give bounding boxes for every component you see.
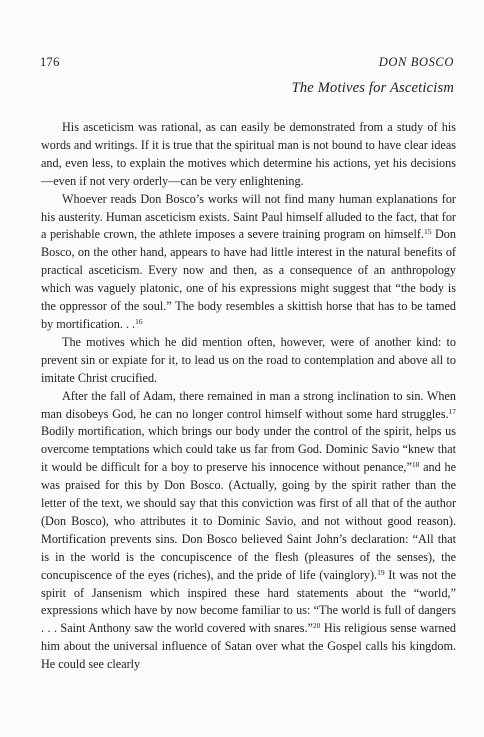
section-title: The Motives for Asceticism [291,80,454,96]
body-paragraph [41,119,456,191]
footnote-marker: 20 [312,621,321,631]
page-number: 176 [40,55,60,69]
paragraph-text: Don Bosco, on the other hand, appears to have had little interest in the natural benefits of practical asceticism. Every now and then, as a consequence of an anthropology which was vaguely platonic, one of his expressions might suggest that “the body is the oppressor of the soul.” The body resembles a skittish horse that has to be tamed by mortification. . . [41,227,456,331]
footnote-marker: 18 [411,460,420,470]
footnote-marker: 16 [135,316,143,326]
paragraph-text: After the fall of Adam, there remained in man a strong inclination to sin. When man disobeys God, he can no longer control himself without some hard struggles. [41,388,456,421]
running-head: DON BOSCO [378,55,454,69]
footnote-marker: 17 [448,406,456,416]
body-paragraph [41,388,456,675]
paragraph-text: His asceticism was rational, as can easily be demonstrated from a study of his words and writings. If it is true that the spiritual man is not bound to have clear ideas and, even less, to explain the motives which determine his actions, yet his decisions—even if not very orderly—can be very enlightening. [41,120,456,188]
paragraph-text: Whoever reads Don Bosco’s works will not find many human explanations for his austerity. Human asceticism exists. Saint Paul himself alluded to the fact, that for a perishable crown, the athlete imposes a severe training program on himself. [41,191,456,242]
paragraph-text: and he was praised for this by Don Bosco. (Actually, going by the spirit rather than the letter of the text, we should say that this conviction was first of all that of the author (Don Bosco), who attributes it to Dominic Savio, and not without good reason). Mortification prevents sins. Don Bosco believed Saint John’s declaration: “All that is in the world is the concupiscence of the flesh (pleasures of the senses), the concupiscence of the eyes (riches), and the pride of life (vainglory). [41,460,456,582]
paragraph-text: The motives which he did mention often, however, were of another kind: to prevent sin or expiate for it, to lead us on the road to contemplation and above all to imitate Christ crucified. [41,334,456,385]
body-paragraph [41,334,456,388]
paragraph-text: His religious sense warned him about the universal influence of Satan over what the Gospel calls his kingdom. He could see clearly [41,621,456,672]
footnote-marker: 15 [423,227,432,237]
body-text [41,119,456,674]
footnote-marker: 19 [377,567,385,577]
paragraph-text: It was not the spirit of Jansenism which inspired these hard statements about the “world,” expressions which have by now become familiar to us: “The world is full of dangers . . . Saint Anthony saw the world covered with snares.” [41,567,456,636]
body-paragraph [41,191,456,334]
paragraph-text: Bodily mortification, which brings our body under the control of the spirit, helps us overcome temptations which could take us far from God. Dominic Savio “knew that it would be difficult for a boy to preserve his innocence without penance,” [41,424,456,475]
